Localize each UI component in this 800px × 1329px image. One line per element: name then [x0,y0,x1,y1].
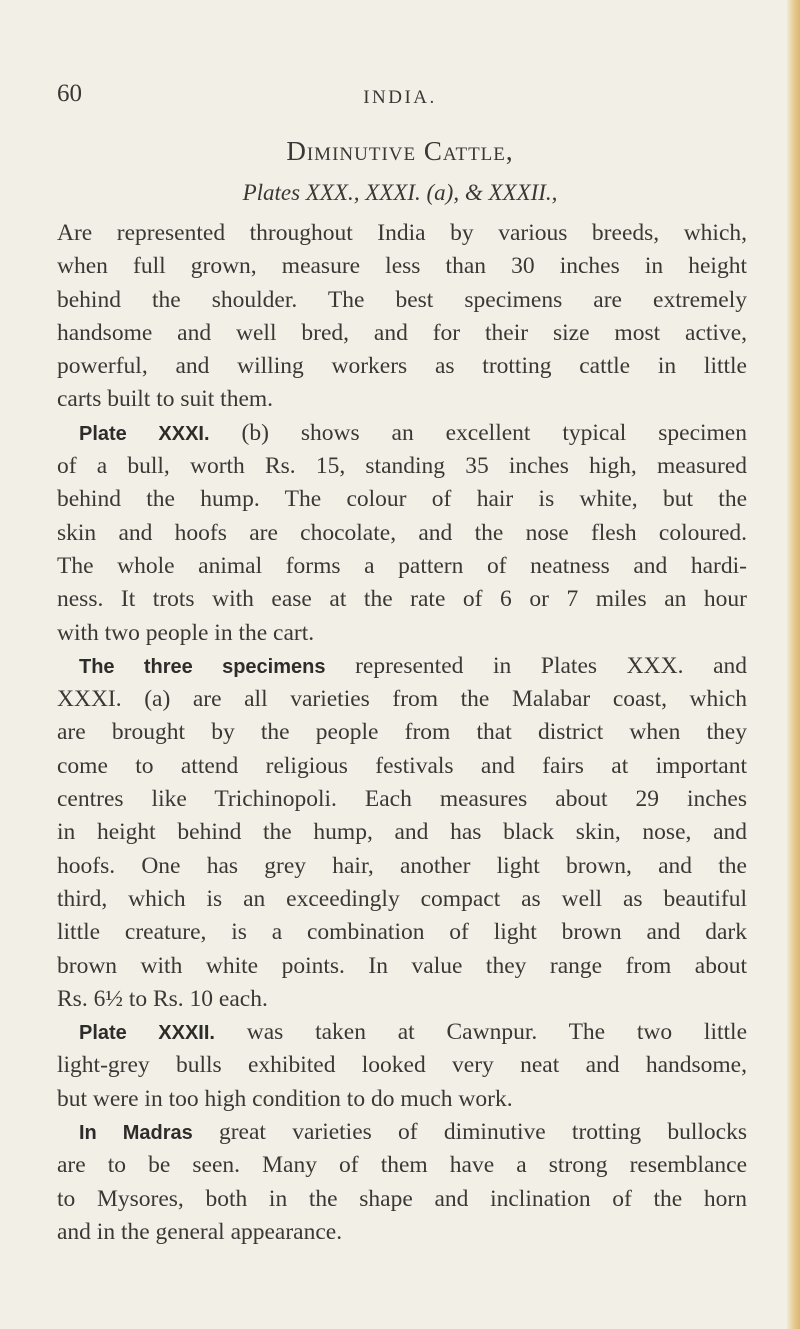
section-title: Diminutive Cattle, [286,136,514,166]
text-line [57,1216,747,1249]
line-text: handsome and well bred, and for their size most active, [57,319,747,346]
paragraph-lead: In Madras [79,1122,193,1145]
line-text: are brought by the people from that district when they [57,719,747,746]
section-subtitle: Plates XXX., XXXI. (a), & XXXII., [242,180,558,205]
page-number: 60 [57,80,82,107]
text-line [57,716,747,749]
paragraph [57,1116,747,1249]
line-text: little creature, is a combination of light brown and dark [57,919,747,946]
paragraph [57,650,747,1016]
text-line [57,816,747,849]
line-text: powerful, and willing workers as trotting cattle in little [57,353,747,380]
text-line [57,350,747,383]
text-line [57,617,747,650]
line-text: hoofs. One has grey hair, another light brown, and the [57,852,747,879]
line-text: to Mysores, both in the shape and inclination of the horn [57,1185,747,1212]
text-line [57,250,747,283]
line-text: carts built to suit them. [57,386,274,413]
paragraph-lead: Plate XXXII. [79,1022,215,1045]
text-line [57,383,747,416]
text-line [57,517,747,550]
text-line [57,450,747,483]
text-line [57,550,747,583]
line-text: Rs. 6½ to Rs. 10 each. [57,985,268,1012]
text-line [57,483,747,516]
line-text: of a bull, worth Rs. 15, standing 35 inches high, measured [57,453,747,480]
line-text: and in the general appearance. [57,1218,343,1245]
paragraph-lead: Plate XXXI. [79,422,210,445]
text-line [57,317,747,350]
line-text: ness. It trots with ease at the rate of 6 or 7 miles an hour [57,586,747,613]
paragraph [57,1016,747,1116]
text-line [57,284,747,317]
paragraph-lead: The three specimens [79,655,326,678]
text-line [57,850,747,883]
line-text: light-grey bulls exhibited looked very neat and handsome, [57,1052,747,1079]
text-line [57,950,747,983]
line-text: was taken at Cawnpur. The two little [214,1019,747,1046]
text-line [57,650,747,683]
text-line [57,1149,747,1182]
text-line [57,1083,747,1116]
body-text [57,217,747,1249]
text-line [57,417,747,450]
line-text: are to be seen. Many of them have a strong resemblance [57,1152,747,1179]
line-text: third, which is an exceedingly compact as well as beautiful [57,885,747,912]
line-text: with two people in the cart. [57,619,315,646]
text-line [57,783,747,816]
text-line [57,217,747,250]
line-text: behind the hump. The colour of hair is white, but the [57,486,747,513]
line-text: (b) shows an excellent typical specimen [209,419,747,446]
running-head: INDIA. [363,87,437,108]
text-line [57,1183,747,1216]
line-text: skin and hoofs are chocolate, and the nose flesh coloured. [57,519,747,546]
line-text: come to attend religious festivals and fairs at important [57,752,747,779]
line-text: Are represented throughout India by various breeds, which, [57,220,747,246]
line-text: when full grown, measure less than 30 inches in height [57,253,747,280]
text-line [57,750,747,783]
text-line [57,1116,747,1149]
line-text: XXXI. (a) are all varieties from the Malabar coast, which [57,686,747,713]
text-line [57,583,747,616]
line-text: represented in Plates XXX. and [325,652,747,679]
line-text: in height behind the hump, and has black skin, nose, and [57,819,747,846]
text-line [57,1016,747,1049]
text-line [57,916,747,949]
line-text: centres like Trichinopoli. Each measures about 29 inches [57,786,747,813]
text-line [57,1049,747,1082]
paragraph [57,217,747,417]
line-text: The whole animal forms a pattern of neatness and hardi- [57,552,747,579]
line-text: brown with white points. In value they range from about [57,952,747,979]
line-text: great varieties of diminutive trotting bullocks [192,1119,747,1146]
line-text: behind the shoulder. The best specimens are extremely [57,286,747,313]
line-text: but were in too high condition to do much work. [57,1085,513,1112]
text-line [57,683,747,716]
paragraph [57,417,747,650]
text-line [57,983,747,1016]
text-line [57,883,747,916]
